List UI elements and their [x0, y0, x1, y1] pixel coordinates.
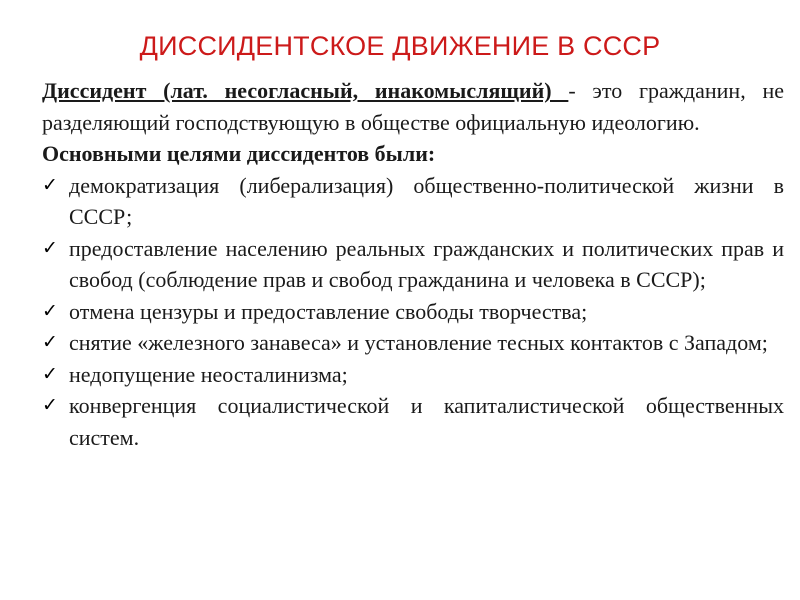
goal-item — [42, 327, 784, 359]
check-mark-icon: ✓ — [42, 173, 58, 196]
goal-text: недопущение неосталинизма; — [69, 361, 348, 387]
goal-text: демократизация (либерализация) общественно-политической жизни в СССР; — [69, 172, 784, 229]
goal-text: предоставление населению реальных гражданских и политических прав и свобод (соблюдение прав и свобод гражданина и человека в СССР); — [69, 235, 784, 292]
goal-item — [42, 170, 784, 233]
goal-text: конвергенция социалистической и капиталистической общественных систем. — [69, 393, 784, 450]
definition-text: - это гражданин, не разделяющий господствующую в обществе официальную идеологию. — [42, 78, 784, 135]
check-mark-icon: ✓ — [42, 236, 58, 259]
definition-paragraph — [42, 75, 784, 138]
goal-text: снятие «железного занавеса» и установление тесных контактов с Западом; — [69, 330, 768, 355]
check-mark-icon: ✓ — [42, 394, 58, 416]
check-mark-icon: ✓ — [42, 362, 58, 385]
goal-item — [42, 233, 784, 296]
check-mark-icon: ✓ — [42, 299, 58, 322]
goal-item — [42, 296, 784, 328]
goals-list — [42, 170, 784, 454]
slide-title: ДИССИДЕНТСКОЕ ДВИЖЕНИЕ В СССР — [139, 31, 661, 61]
definition-term: Диссидент (лат. несогласный, инакомыслящий) — [42, 78, 569, 103]
check-mark-icon: ✓ — [42, 331, 58, 353]
goal-item — [42, 390, 784, 453]
goal-item — [42, 359, 784, 391]
goals-heading: Основными целями диссидентов были: — [42, 141, 436, 166]
slide-body — [42, 75, 784, 453]
goal-text: отмена цензуры и предоставление свободы творчества; — [69, 298, 588, 324]
